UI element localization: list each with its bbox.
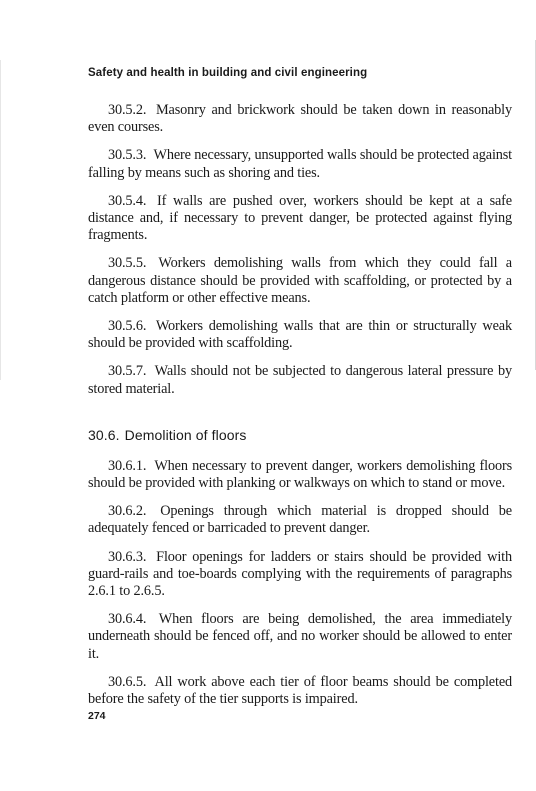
- paragraph-number: 30.6.4.: [108, 611, 147, 628]
- page-number: 274: [88, 710, 106, 722]
- paragraph-number: 30.5.2.: [108, 102, 147, 118]
- paragraph-30-5-2: [88, 102, 512, 136]
- paragraph-number: 30.5.4.: [108, 192, 147, 209]
- paragraph-number: 30.6.5.: [108, 673, 147, 690]
- paragraph-text: When floors are being demolished, the area immediately underneath should be fenced off, and no worker should be allowed to enter it.: [88, 611, 513, 662]
- paragraph-30-5-6: [88, 318, 512, 352]
- paragraph-30-6-4: [88, 611, 512, 663]
- paragraph-text: When necessary to prevent danger, workers demolishing floors should be provided with planking or walkways on which to stand or move.: [88, 457, 512, 492]
- paragraph-text: If walls are pushed over, workers should be kept at a safe distance and, if necessary to prevent danger, be protected against flying fragments.: [88, 192, 512, 244]
- paragraph-text: Workers demolishing walls that are thin or structurally weak should be provided with scaffolding.: [88, 318, 512, 352]
- paragraph-text: Masonry and brickwork should be taken down in reasonably even courses.: [88, 102, 512, 136]
- section-number: 30.6.: [88, 426, 120, 443]
- paragraph-30-5-5: [88, 255, 512, 307]
- paragraph-text: Workers demolishing walls from which they could fall a dangerous distance should be provided with scaffolding, or protected by a catch platform or other effective means.: [88, 255, 512, 306]
- page-body: [88, 102, 512, 719]
- paragraph-30-6-5: [88, 674, 512, 708]
- paragraph-text: Floor openings for ladders or stairs should be provided with guard-rails and toe-boards complying with the requirements of paragraphs 2.6.1 to 2.6.5.: [88, 548, 512, 600]
- paragraph-text: Openings through which material is dropped should be adequately fenced or barricaded to prevent danger.: [88, 503, 512, 537]
- paragraph-number: 30.5.6.: [108, 318, 147, 335]
- paragraph-number: 30.5.5.: [108, 255, 147, 272]
- section-title: Demolition of floors: [124, 426, 247, 443]
- paragraph-number: 30.6.3.: [108, 548, 147, 565]
- paragraph-number: 30.6.2.: [108, 503, 147, 520]
- paragraph-30-5-4: [88, 193, 512, 245]
- paragraph-number: 30.6.1.: [108, 457, 147, 474]
- section-heading-30-6: [88, 426, 512, 444]
- paragraph-text: Walls should not be subjected to dangerous lateral pressure by stored material.: [88, 363, 512, 397]
- paragraph-30-6-3: [88, 549, 512, 601]
- paragraph-30-6-2: [88, 503, 512, 537]
- paragraph-30-6-1: [88, 458, 512, 492]
- paragraph-number: 30.5.3.: [108, 147, 147, 164]
- running-head: Safety and health in building and civil engineering: [88, 67, 368, 79]
- paragraph-30-5-3: [88, 147, 512, 181]
- paragraph-text: Where necessary, unsupported walls should be protected against falling by means such as shoring and ties.: [88, 147, 512, 181]
- paragraph-30-5-7: [88, 363, 512, 397]
- paragraph-number: 30.5.7.: [108, 363, 147, 380]
- page-edge-left: [0, 60, 1, 380]
- paragraph-text: All work above each tier of floor beams should be completed before the safety of the tier supports is impaired.: [88, 673, 513, 708]
